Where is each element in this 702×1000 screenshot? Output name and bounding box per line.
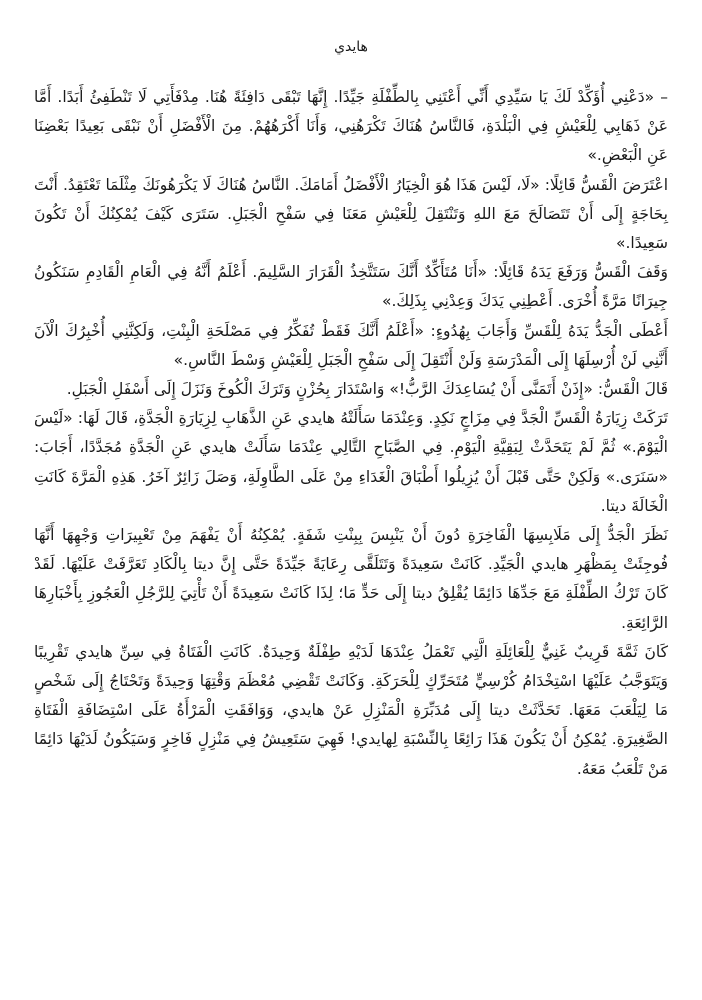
body-text [34,83,668,784]
paragraph-5: قَالَ الْقَسُّ: «إِذَنْ أَتَمَنَّى أَنْ يُسَاعِدَكَ الرَّبُّ!» وَاسْتَدَارَ بِحُزْنٍ وَتَرَكَ الْكُوخَ وَنَزَلَ إِلَى أَسْفَلِ الْجَبَلِ. [66,380,668,399]
paragraph-1: – «دَعْنِي أُؤَكِّدْ لَكَ يَا سَيِّدِي أَنِّي أَعْتَنِي بِالطِّفْلَةِ جَيِّدًا. إِنَّهَا تَبْقَى دَافِئَةً هُنَا. مِدْفَأَتِي لَا تَنْطَفِئُ أَبَدًا. أَمَّا عَنْ ذَهَابِي لِلْعَيْشِ فِي الْبَلْدَةِ، فَالنَّاسُ هُنَاكَ تَكْرَهُنِي، وَأَنَا أَكْرَهُهُمْ. مِنَ الْأَفْضَلِ أَنْ نَبْقَى بَعِيدًا بَعْضِنَا عَنِ الْبَعْضِ.» [34,88,668,165]
paragraph-4: أَعْطَى الْجَدُّ يَدَهُ لِلْقَسِّ وَأَجَابَ بِهُدُوءٍ: «أَعْلَمُ أَنَّكَ فَقَطْ تُفَكِّرُ فِي مَصْلَحَةِ الْبِنْتِ، وَلَكِنَّنِي أُخْبِرُكَ الْآنَ أَنَّنِي لَنْ أُرْسِلَهَا إِلَى الْمَدْرَسَةِ وَلَنْ أَنْتَقِلَ إِلَى سَفْحِ الْجَبَلِ لِلْعَيْشِ وَسْطَ النَّاسِ.» [34,321,668,369]
paragraph-7: نَظَرَ الْجَدُّ إِلَى مَلَابِسِهَا الْفَاخِرَةِ دُونَ أَنْ يَنْبِسَ بِبِنْتِ شَفَةٍ. يُمْكِنُهُ أَنْ يَفْهَمَ مِنْ تَعْبِيرَاتِ وَجْهِهَا أَنَّهَا فُوجِئَتْ بِمَظْهَرِ هايدي الْجَيِّدِ. كَانَتْ سَعِيدَةً وَتَتَلَقَّى رِعَايَةً جَيِّدَةً حَتَّى إِنَّ ديتا بِالْكَادِ تَعَرَّفَتْ عَلَيْهَا. لَقَدْ كَانَ تَرْكُ الطِّفْلَةِ مَعَ جَدِّهَا دَائِمًا يُقْلِقُ ديتا إِلَى حَدٍّ مَا؛ لِذَا كَانَتْ سَعِيدَةً أَنْ تَأْتِيَ لِلرَّجُلِ الْعَجُوزِ بِأَخْبَارِهَا الرَّائِعَةِ. [34,526,668,632]
paragraph-8: كَانَ ثَمَّةَ قَرِيبٌ غَنِيٌّ لِلْعَائِلَةِ الَّتِي تَعْمَلُ عِنْدَهَا لَدَيْهِ طِفْلَةٌ وَحِيدَةٌ. كَانَتِ الْفَتَاةُ فِي سِنِّ هايدي تَقْرِيبًا وَيَتَوَجَّبُ عَلَيْهَا اسْتِخْدَامُ كُرْسِيٍّ مُتَحَرِّكٍ لِلْحَرَكَةِ. وَكَانَتْ تَقْضِي مُعْظَمَ وَقْتِهَا وَحِيدَةً وَتَحْتَاجُ إِلَى شَخْصٍ مَا لِيَلْعَبَ مَعَهَا. تَحَدَّثَتْ ديتا إِلَى مُدَبِّرَةِ الْمَنْزِلِ عَنْ هايدي، وَوَافَقَتِ الْمَرْأَةُ عَلَى اسْتِضَافَةِ الْفَتَاةِ الصَّغِيرَةِ. يُمْكِنُ أَنْ يَكُونَ هَذَا رَائِعًا بِالنِّسْبَةِ لِهايدي! فَهِيَ سَتَعِيشُ فِي مَنْزِلٍ فَاخِرٍ وَسَيَكُونُ لَدَيْهَا دَائِمًا مَنْ تَلْعَبُ مَعَهُ. [34,642,668,778]
paragraph-2: اعْتَرَضَ الْقَسُّ قَائِلًا: «لَا، لَيْسَ هَذَا هُوَ الْخِيَارُ الْأَفْضَلُ أَمَامَكَ. النَّاسُ هُنَاكَ لَا يَكْرَهُونَكَ مِثْلَمَا تَعْتَقِدُ. أَنْتَ بِحَاجَةٍ إِلَى أَنْ تَتَصَالَحَ مَعَ اللهِ وَتَنْتَقِلَ لِلْعَيْشِ مَعَنَا فِي سَفْحِ الْجَبَلِ. سَتَرَى كَيْفَ يُمْكِنُكَ أَنْ تَكُونَ سَعِيدًا.» [34,175,668,253]
running-title: هايدي [334,39,368,55]
paragraph-6: تَرَكَتْ زِيَارَةُ الْقَسِّ الْجَدَّ فِي مِزَاجٍ نَكِدٍ. وَعِنْدَمَا سَأَلَتْهُ هايدي عَنِ الذَّهَابِ لِزِيَارَةِ الْجَدَّةِ، قَالَ لَهَا: «لَيْسَ الْيَوْمَ.» ثُمَّ لَمْ يَتَحَدَّثْ لِبَقِيَّةِ الْيَوْمِ. فِي الصَّبَاحِ التَّالِي عِنْدَمَا سَأَلَتْ هايدي عَنِ الْجَدَّةِ مُجَدَّدًا، أَجَابَ: «سَنَرَى.» وَلَكِنْ حَتَّى قَبْلَ أَنْ يُزِيلُوا أَطْبَاقَ الْغَدَاءِ مِنْ عَلَى الطَّاوِلَةِ، وَصَلَ زَائِرٌ آخَرُ. هَذِهِ الْمَرَّةَ كَانَتِ الْخَالَةَ ديتا. [34,409,668,515]
paragraph-3: وَقَفَ الْقَسُّ وَرَفَعَ يَدَهُ قَائِلًا: «أَنَا مُتَأَكِّدٌ أَنَّكَ سَتَتَّخِذُ الْقَرَارَ السَّلِيمَ. أَعْلَمُ أَنَّهُ فِي الْعَامِ الْقَادِمِ سَنَكُونُ جِيرَانًا مَرَّةً أُخْرَى. أَعْطِنِي يَدَكَ وَعِدْنِي بِذَلِكَ.» [34,263,668,311]
